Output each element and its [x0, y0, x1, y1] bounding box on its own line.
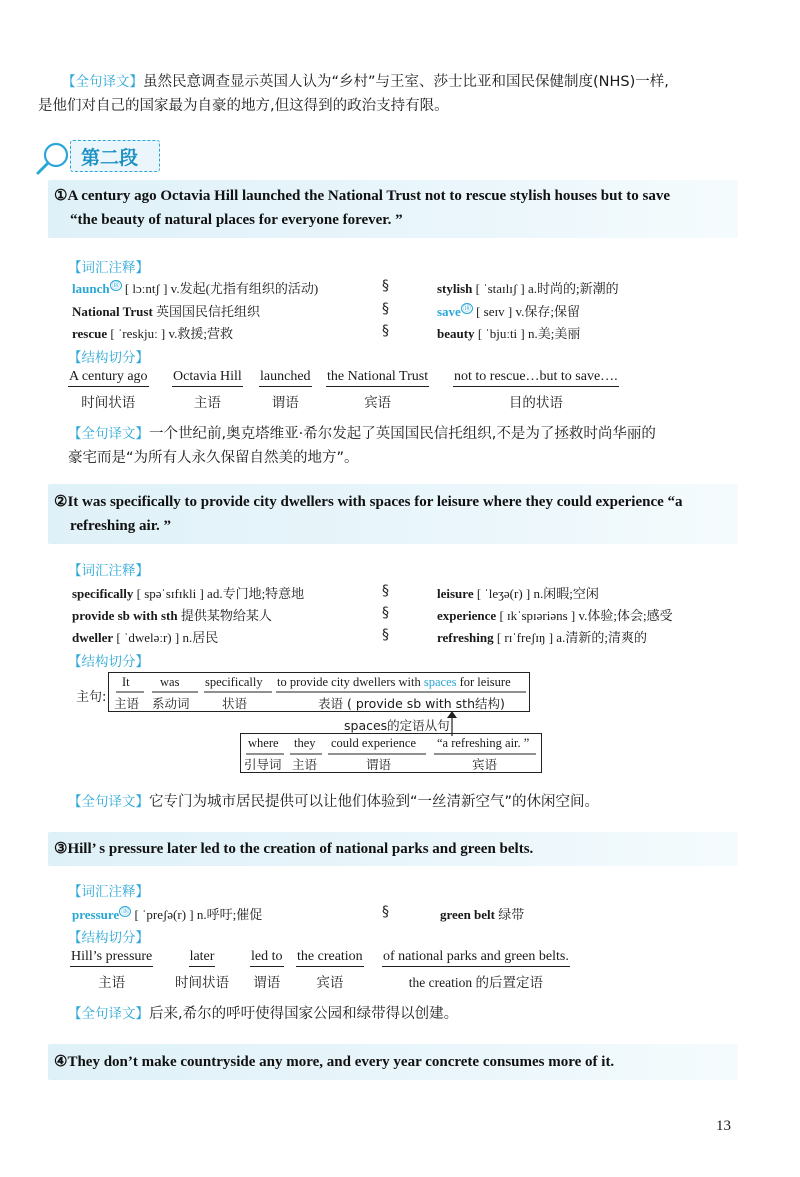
page-number: 13 [716, 1118, 731, 1134]
clause-label: spaces的定语从句 [344, 718, 450, 733]
segment: the National Trust 宾语 [327, 369, 429, 411]
sentence-4-line: ④They don’t make countryside any more, and every year concrete consumes more of it. [54, 1054, 615, 1070]
vocab-item: rescue [ ˈreskjuː ] v.救援;营救 [72, 326, 234, 341]
structure-label-2: 【结构切分】 [68, 654, 149, 670]
vocab-item: beauty [ ˈbjuːti ] n.美;美丽 [437, 326, 581, 341]
vocab-item: stylish [ ˈstaɪlɪʃ ] a.时尚的;新潮的 [437, 281, 619, 296]
section-title-box [70, 140, 160, 172]
translation-1: 【全句译文】一个世纪前,奥克塔维亚·希尔发起了英国国民信托组织,不是为了拯救时尚华丽的 [68, 426, 656, 442]
translation-tag: 【全句译文】 [62, 74, 143, 90]
translation-3: 【全句译文】后来,希尔的呼吁使得国家公园和绿带得以创建。 [68, 1006, 459, 1022]
vocab-item: dweller [ ˈdweləːr) ] n.居民 [72, 630, 219, 645]
sentence-2-line1: ②It was specifically to provide city dwellers with spaces for leisure where they could experience “a [54, 494, 683, 510]
underlines [114, 690, 534, 696]
vocab-label-3: 【词汇注释】 [68, 884, 149, 900]
translation-1-line2: 豪宅而是“为所有人永久保留自然美的地方”。 [68, 450, 359, 466]
segment: A century ago 时间状语 [69, 369, 148, 411]
magnifier-icon [34, 140, 74, 176]
segment: not to rescue…but to save…. 目的状语 [454, 369, 618, 411]
intro-line1: 虽然民意调查显示英国人认为“乡村”与王室、莎士比亚和国民保健制度(NHS)一样, [143, 74, 669, 90]
section-title: 第二段 [81, 147, 139, 169]
sentence-3-line: ③Hill’ s pressure later led to the creation of national parks and green belts. [54, 841, 534, 857]
underlines [244, 752, 540, 758]
vocab-item: pressure ⑱ [ ˈpreʃə(r) ] n.呼吁;催促 [72, 906, 263, 922]
vocab-item: save ⑱ [ seɪv ] v.保存;保留 [437, 303, 580, 319]
main-clause-label: 主句: [76, 690, 107, 705]
vocab-item: specifically [ spəˈsɪfɪkli ] ad.专门地;特意地 [72, 586, 305, 601]
vocab-item: green belt 绿带 [440, 907, 525, 923]
wave-divider: § [382, 583, 389, 599]
intro-translation-line2: 是他们对自己的国家最为自豪的地方,但这得到的政治支持有限。 [38, 98, 449, 114]
structure-label-1: 【结构切分】 [68, 350, 149, 366]
vocab-item: refreshing [ rɪˈfreʃɪŋ ] a.清新的;清爽的 [437, 630, 647, 645]
vocab-item: launch ⑱ [ lɔːntʃ ] v.发起(尤指有组织的活动) [72, 280, 319, 296]
vocab-item: National Trust 英国国民信托组织 [72, 304, 261, 320]
vocab-item: provide sb with sth 提供某物给某人 [72, 608, 272, 624]
segment: led to 谓语 [251, 949, 283, 991]
segment: Hill’s pressure 主语 [71, 949, 153, 991]
translation-2: 【全句译文】它专门为城市居民提供可以让他们体验到“一丝清新空气”的休闲空间。 [68, 794, 600, 810]
vocab-label-2: 【词汇注释】 [68, 563, 149, 579]
segment: later 时间状语 [175, 949, 229, 991]
wave-divider: § [382, 904, 389, 920]
wave-divider: § [382, 605, 389, 621]
segment: launched 谓语 [260, 369, 311, 411]
segment: of national parks and green belts. the creation 的后置定语 [383, 949, 569, 990]
sentence-1-num: ① [54, 188, 68, 204]
vocab-label-1: 【词汇注释】 [68, 260, 149, 276]
intro-translation [62, 70, 752, 94]
wave-divider: § [382, 278, 389, 294]
section-header [34, 138, 164, 178]
wave-divider: § [382, 301, 389, 317]
sentence-1-line1: ①A century ago Octavia Hill launched the National Trust not to rescue stylish houses but to save [54, 188, 670, 204]
wave-divider: § [382, 323, 389, 339]
vocab-item: experience [ ɪkˈspɪəriəns ] v.体验;体会;感受 [437, 608, 673, 623]
segment: the creation 宾语 [297, 949, 363, 991]
structure-label-3: 【结构切分】 [68, 930, 149, 946]
sentence-1-line2: “the beauty of natural places for everyone forever. ” [70, 212, 403, 228]
sentence-2-line2: refreshing air. ” [70, 518, 171, 534]
vocab-item: leisure [ ˈleʒə(r) ] n.闲暇;空闲 [437, 586, 599, 601]
segment: Octavia Hill 主语 [173, 369, 242, 411]
wave-divider: § [382, 627, 389, 643]
